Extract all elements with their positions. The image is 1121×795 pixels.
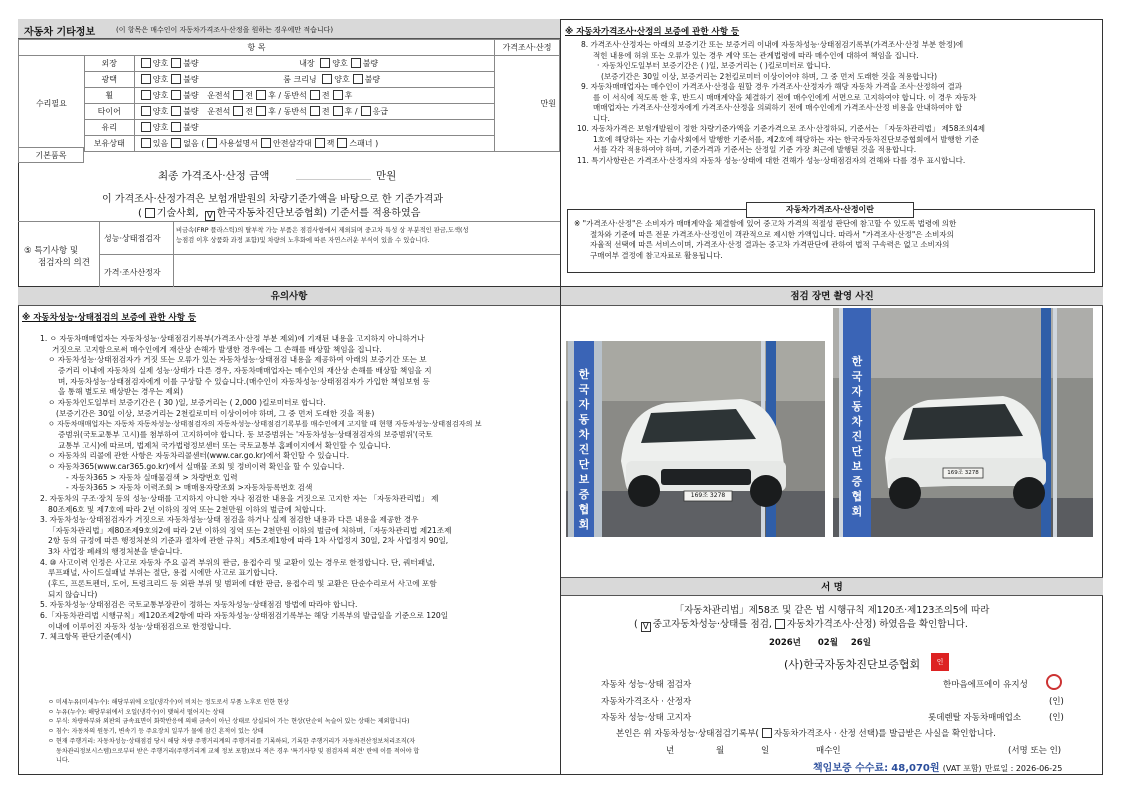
price-notice-lines bbox=[567, 40, 1099, 166]
label-good: 양호 bbox=[152, 75, 169, 84]
have-checkbox[interactable] bbox=[141, 138, 151, 148]
notice-line: · 자동차인도일부터 보증기간은 ( )일, 보증거리는 ( )킬로미터로 합니다. bbox=[597, 61, 831, 70]
inspection-photo-1-svg bbox=[566, 341, 825, 537]
signature-statement-2 bbox=[634, 616, 968, 632]
row-tire: 타이어 bbox=[84, 104, 134, 120]
label-rear-passenger: 후 / 동반석 bbox=[268, 107, 307, 116]
tire-front-checkbox[interactable] bbox=[233, 106, 243, 116]
role-price-mark: (인) bbox=[1049, 697, 1064, 707]
date-year-unit: 년 bbox=[792, 638, 801, 648]
caution-line: 4. ⑩ 사고이력 인정은 사고로 자동차 주요 골격 부위의 판금, 용접수리 및 교환이 있는 경우로 한정합니다. 단, 쿼터패널, bbox=[40, 557, 435, 567]
gloss-bad-checkbox[interactable] bbox=[171, 74, 181, 84]
paren: ( bbox=[138, 208, 142, 219]
label-assoc: 한국자동차진단보증협회) 기준서를 적용하였음 bbox=[216, 208, 421, 219]
association-banner-1: 한국자동차진단보증협회 bbox=[578, 368, 590, 531]
label-front: 전 bbox=[321, 91, 330, 100]
label-good: 양호 bbox=[152, 91, 169, 100]
caution-line: 80조제6호 및 제7호에 따라 2년 이하의 징역 또는 2천만원 이하의 벌금에 처합니다. bbox=[48, 504, 327, 514]
caution-line: 2. 자동차의 구조·장치 등의 성능·상태를 고지하지 아니한 자나 점검한 내용을 거짓으로 고지한 자는 「자동차관리법」 제 bbox=[40, 493, 439, 503]
label-bad: 불량 bbox=[364, 75, 381, 84]
caution-line: 을 통해 별도로 배상받는 경우는 제외) bbox=[58, 387, 184, 397]
role-price-label: 자동차가격조사 · 산정자 bbox=[601, 697, 692, 707]
final-price-unit: 만원 bbox=[376, 170, 397, 182]
date-month-unit: 월 bbox=[829, 638, 838, 648]
plate-2: 169조 3278 bbox=[947, 470, 979, 476]
gloss-options bbox=[134, 72, 494, 88]
other-info-section bbox=[18, 19, 560, 286]
special-divider2 bbox=[173, 222, 174, 287]
caution-line: - 자동차365 > 자동차 실매물검색 > 차량번호 입력 bbox=[66, 472, 238, 482]
label-bad: 불량 bbox=[183, 91, 199, 100]
manual-checkbox[interactable] bbox=[207, 138, 217, 148]
label-driver: 운전석 bbox=[207, 91, 231, 100]
tire-rear-checkbox[interactable] bbox=[256, 106, 266, 116]
inspection-photo-2 bbox=[833, 308, 1093, 537]
notice-line: 적힌 내용에 허위 또는 오류가 있는 경우 계약 또는 관계법령에 따라 매수인에 대하여 책임을 집니다. bbox=[593, 50, 919, 60]
label-bad: 불량 bbox=[362, 59, 379, 68]
caution-line: 증거리 이내에 자동차의 실제 성능·상태가 다른 경우, 자동차매매업자는 매수인의 재산상 손해를 배상할 책임을 지 bbox=[58, 365, 432, 375]
row-room-clean: 룸 크리닝 bbox=[283, 75, 317, 84]
role-inspector-name: 한마음에프에이 유지성 bbox=[943, 680, 1028, 690]
signature-header: 서 명 bbox=[561, 577, 1103, 596]
caution-line: 3차 사업장 폐쇄의 행정처분을 받습니다. bbox=[48, 547, 183, 557]
label-none: 없음 bbox=[183, 139, 199, 148]
tire-pfront-checkbox[interactable] bbox=[310, 106, 320, 116]
definition-line: ※ "가격조사·산정"은 소비자가 매매계약을 체결함에 있어 중고차 가격의 적절성 판단에 참고할 수 있도록 법령에 의한 bbox=[574, 219, 957, 228]
sign-month: 월 bbox=[716, 746, 725, 756]
glass-options bbox=[134, 120, 494, 136]
tire-bad-checkbox[interactable] bbox=[171, 106, 181, 116]
row-possession: 보유상태 bbox=[84, 136, 134, 152]
caution-line: 7. 체크항목 판단기준(예시) bbox=[40, 632, 132, 642]
label-manual: 사용설명서 bbox=[219, 139, 258, 148]
notice-line: (보증기간은 30일 이상, 보증거리는 2천킬로미터 이상이어야 하며, 그 중 먼저 도래한 것을 적용합니다) bbox=[601, 71, 938, 81]
buyer-sign: (서명 또는 인) bbox=[1008, 746, 1062, 756]
tire-prear-checkbox[interactable] bbox=[333, 106, 343, 116]
signature-statement-1: 「자동차관리법」제58조 및 같은 법 시행규칙 제120조·제123조의5에 따라 bbox=[674, 605, 990, 616]
interior-bad-checkbox[interactable] bbox=[351, 58, 361, 68]
price-definition-title: 자동차가격조사·산정이란 bbox=[746, 202, 914, 218]
basis-line2 bbox=[138, 204, 420, 221]
possession-options bbox=[134, 136, 494, 152]
caution-line: 거짓으로 고지함으로써 매수인에게 재산상 손해가 발생한 경우에는 그 손해를 배상할 책임을 집니다. bbox=[52, 344, 382, 354]
date-day: 26 bbox=[850, 638, 863, 648]
caution-line: 교통부 고시)에 따르며, 법제처 국가법령정보센터 또는 국토교통부 홈페이지에서 확인할 수 있습니다. bbox=[58, 440, 391, 450]
inspector-stamp bbox=[1046, 674, 1062, 690]
caution-line: ㅇ 자동차365(www.car365.go.kr)에서 실매물 조회 및 정비이력 확인을 할 수 있습니다. bbox=[48, 461, 345, 471]
jack-checkbox[interactable] bbox=[315, 138, 325, 148]
sign-year: 년 bbox=[666, 746, 675, 756]
spanner-checkbox[interactable] bbox=[337, 138, 347, 148]
special-section bbox=[18, 221, 560, 286]
basis-line1: 이 가격조사·산정가격은 보험개발원의 차량기준가액을 바탕으로 한 기준가격과 bbox=[102, 194, 444, 205]
receipt-statement bbox=[616, 727, 996, 739]
label-front: 전 bbox=[245, 107, 254, 116]
row-exterior: 외장 bbox=[84, 56, 134, 72]
tire-good-checkbox[interactable] bbox=[141, 106, 151, 116]
wheel-rear-checkbox[interactable] bbox=[256, 90, 266, 100]
notice-line: 9. 자동차매매업자는 매수인이 가격조사·산정을 원할 경우 가격조사·산정자가 해당 자동차 가격을 조사·산정하여 결과 bbox=[581, 82, 963, 91]
price-notice-title: ※ 자동차가격조사·산정의 보증에 관한 사항 등 bbox=[565, 27, 740, 37]
caution-line: 이내에 이루어진 자동차 성능·상태점검으로 한정합니다. bbox=[48, 621, 232, 631]
triangle-checkbox[interactable] bbox=[261, 138, 271, 148]
caution-line: 5. 자동차성능·상태점검은 국토교통부장관이 정하는 자동차성능·상태점검 방법에 따라야 합니다. bbox=[40, 600, 358, 610]
cautions-header: 유의사항 bbox=[18, 287, 560, 306]
gloss-good-checkbox[interactable] bbox=[141, 74, 151, 84]
row-gloss: 광택 bbox=[84, 72, 134, 88]
other-info-table bbox=[18, 39, 560, 152]
association-banner-2: 한국자동차진단보증협회 bbox=[851, 355, 863, 518]
final-price-field[interactable] bbox=[296, 164, 371, 180]
label-bad: 불량 bbox=[183, 107, 199, 116]
exterior-good-checkbox[interactable] bbox=[141, 58, 151, 68]
row-interior: 내장 bbox=[299, 59, 315, 68]
definition-line: 절차와 기준에 따른 전문 가격조사·산정인이 객관적으로 제시한 가액입니다. 따라서 "가격조사·산정"은 소비자의 bbox=[590, 229, 954, 239]
basic-label: 기본품목 bbox=[18, 147, 84, 163]
paren: ( bbox=[201, 139, 205, 148]
notice-line: 매매업자는 가격조사·산정자에게 가격조사·산정을 의뢰하기 전에 매수인에게 가격조사·산정 비용을 안내하여야 합 bbox=[593, 103, 963, 112]
criteria-list bbox=[48, 698, 558, 766]
label-have: 있음 bbox=[152, 139, 169, 148]
cautions-list bbox=[40, 334, 556, 643]
caution-line: ㅇ 자동차성능·상태점검자가 거짓 또는 오류가 있는 자동차성능·상태점검 내용을 제공하여 아래의 보증기간 또는 보 bbox=[48, 355, 427, 365]
criteria-line: ㅇ 미세누유(미세누수): 해당부위에 오일(냉각수)이 비치는 정도로서 부품 노후로 인한 현상 bbox=[48, 699, 289, 706]
signature-date bbox=[769, 636, 871, 648]
caution-line: 3. 자동차성능·상태점검자가 거짓으로 자동차성능·상태 점검을 하거나 실제 점검한 내용과 다른 내용을 제공한 경우 bbox=[40, 515, 419, 525]
fee-label: 책임보증 수수료: bbox=[813, 763, 889, 774]
label-bad: 불량 bbox=[183, 123, 199, 132]
notice-line: 니다. bbox=[593, 113, 610, 123]
signature-section bbox=[561, 577, 1103, 775]
date-day-unit: 일 bbox=[862, 638, 871, 648]
buyer-label: 매수인 bbox=[816, 746, 841, 756]
criteria-line: ㅇ 부식: 차량하부와 외판의 금속표면이 화학반응에 의해 금속이 아닌 상태로 상실되어 가는 현상(단순히 녹슬어 있는 상태는 제외합니다) bbox=[48, 718, 410, 726]
room-good-checkbox[interactable] bbox=[322, 74, 332, 84]
role-notifier-label: 자동차 성능·상태 고지자 bbox=[601, 713, 692, 723]
label-rear-passenger: 후 / 동반석 bbox=[268, 91, 307, 100]
label-emergency: 응급 bbox=[372, 107, 388, 116]
repair-price: 만원 bbox=[495, 56, 560, 152]
row-wheel: 휠 bbox=[84, 88, 134, 104]
glass-good-checkbox[interactable] bbox=[141, 122, 151, 132]
criteria-line: 니다. bbox=[56, 757, 70, 765]
caution-line: (후드, 프론트펜더, 도어, 트렁크리드 등 외판 부위 및 범퍼에 대한 판금, 용접수리 및 교환은 단순수리로서 사고에 포함 bbox=[48, 579, 437, 589]
label-driver: 운전석 bbox=[207, 107, 231, 116]
definition-line: 자율적 선택에 따른 서비스이며, 가격조사·산정 결과는 중고차 가격판단에 관하여 법적 구속력은 없고 소비자의 bbox=[590, 240, 950, 249]
expiry-date: 만료일 : 2026-06-25 bbox=[984, 764, 1063, 773]
notice-line: 를 이 서식에 적도록 한 후, 반드시 매매계약을 체결하기 전에 매수인에게 서면으로 고지하여야 합니다. 이 경우 자동차 bbox=[593, 92, 977, 102]
caution-line: 6.「자동차관리법 시행규칙」제120조제2항에 따라 자동차성능·상태점검기록부는 해당 기록부의 발급일을 기준으로 120일 bbox=[40, 611, 449, 621]
label-rear: 후 / bbox=[344, 107, 358, 116]
final-price-label: 최종 가격조사·산정 금액 bbox=[158, 170, 270, 182]
special-label-1: ⑤ 특기사항 및 bbox=[24, 246, 79, 256]
price-checkbox[interactable] bbox=[775, 619, 785, 629]
caution-line: 2항 등의 규정에 따른 행정처분의 기준과 절차에 관한 규칙」제5조제1항에 따라 1차 사업정지 30일, 2차 사업정지 90일, bbox=[48, 536, 449, 546]
statement-a: 중고자동차성능·상태를 점검, bbox=[652, 619, 772, 630]
tire-emergency-checkbox[interactable] bbox=[361, 106, 371, 116]
caution-line: 며, 자동차성능·상태점검자에게 이를 구상할 수 있습니다.(매수인이 자동차성능·상태점검자가 가입한 책임보험 등 bbox=[58, 376, 430, 386]
caution-line: 「자동차관리법」제80조제9호의2에 따라 2년 이하의 징역 또는 2천만원 이하의 벌금에 처하며,「자동차관리법 제21조제 bbox=[48, 525, 452, 535]
inspection-photo-1 bbox=[566, 341, 825, 537]
row-glass: 유리 bbox=[84, 120, 134, 136]
label-good: 양호 bbox=[334, 75, 350, 84]
wheel-options bbox=[134, 88, 494, 104]
wheel-pfront-checkbox[interactable] bbox=[310, 90, 320, 100]
repair-label: 수리필요 bbox=[19, 56, 85, 152]
price-definition-text bbox=[574, 219, 1090, 261]
association-name: (사)한국자동차진단보증협회 bbox=[784, 658, 921, 671]
fee-value: 48,070원 bbox=[891, 763, 940, 774]
criteria-line: ㅇ 현재 주행거리: 자동차성능·상태점검 당시 해당 차량 주행거리계의 주행거리를 기록하되, 기록한 주행거리가 자동차전산정보처리조직(자 bbox=[48, 737, 416, 745]
photos-section bbox=[561, 287, 1103, 577]
role-notifier-mark: (인) bbox=[1049, 713, 1064, 723]
price-definition-box bbox=[567, 209, 1095, 273]
room-bad-checkbox[interactable] bbox=[353, 74, 363, 84]
caution-line: 되지 않습니다) bbox=[48, 589, 98, 599]
wheel-good-checkbox[interactable] bbox=[141, 90, 151, 100]
other-info-titlebar bbox=[18, 19, 560, 39]
fee-vat: (VAT 포함) bbox=[942, 764, 982, 773]
receipt-price-checkbox[interactable] bbox=[762, 728, 772, 738]
wheel-bad-checkbox[interactable] bbox=[171, 90, 181, 100]
date-year: 2026 bbox=[769, 638, 793, 648]
fee-line bbox=[813, 759, 1062, 774]
plate-1: 169조 3278 bbox=[690, 492, 726, 499]
price-inspector-label: 가격·조사산정자 bbox=[104, 268, 161, 277]
cautions-section bbox=[18, 287, 560, 775]
photos-header: 점검 장면 촬영 사진 bbox=[561, 287, 1103, 306]
wheel-front-checkbox[interactable] bbox=[233, 90, 243, 100]
label-jack: 잭 bbox=[326, 139, 335, 148]
definition-line: 구매여부 결정에 참고자료로 활용됩니다. bbox=[590, 250, 723, 260]
label-tech: 기술사회, bbox=[156, 208, 199, 219]
label-good: 양호 bbox=[152, 123, 169, 132]
caution-line: 1. ㅇ 자동차매매업자는 자동차성능·상태점검기록부(가격조사·산정 부분 제외)에 기재된 내용을 고지하지 아니하거나 bbox=[40, 334, 425, 343]
criteria-line: ㅇ 침수: 자동차의 원동기, 변속기 등 주요장치 일부가 물에 잠긴 흔적이 있는 상태 bbox=[48, 728, 264, 736]
glass-bad-checkbox[interactable] bbox=[171, 122, 181, 132]
other-info-note: (이 항목은 매수인이 자동차가격조사·산정을 원하는 경우에만 적습니다) bbox=[116, 26, 334, 34]
notice-line: 11. 특기사항란은 가격조사·산정자의 자동차 성능·상태에 대한 견해가 성능·상태점검자의 견해와 다를 경우 표시합니다. bbox=[577, 155, 966, 165]
perf-inspector-label: 성능·상태점검자 bbox=[104, 234, 161, 243]
caution-line: ㅇ 자동차인도일부터 보증기간은 ( 30 )일, 보증거리는 ( 2,000 )킬로미터로 합니다. bbox=[48, 397, 326, 407]
tire-options bbox=[134, 104, 494, 120]
interior-good-checkbox[interactable] bbox=[320, 58, 330, 68]
label-front: 전 bbox=[245, 91, 254, 100]
wheel-prear-checkbox[interactable] bbox=[333, 90, 343, 100]
caution-line: ㅇ 자동차의 리콜에 관한 사항은 자동차리콜센터(www.car.go.kr)에서 확인할 수 있습니다. bbox=[48, 451, 349, 461]
label-front: 전 bbox=[321, 107, 330, 116]
statement-b: 자동차가격조사·산정) 하였음을 확인합니다. bbox=[786, 619, 968, 630]
role-notifier-name: 롯데렌탈 자동차매매업소 bbox=[928, 713, 1022, 723]
role-inspector-label: 자동차 성능·상태 점검자 bbox=[601, 680, 692, 690]
caution-line: 루프패널, 사이드실패널 부위는 절단, 용접 시에만 사고로 표기합니다. bbox=[48, 568, 278, 578]
price-notice-section bbox=[561, 19, 1103, 286]
none-checkbox[interactable] bbox=[171, 138, 181, 148]
criteria-line: 동차관리정보시스템)으로부터 받은 주행거리(주행거리계 교체 정보 포함)보다 적은 경우 '특기사항 및 점검자의 의견' 란에 이를 적어야 합 bbox=[56, 747, 420, 755]
perf-note-2: 능점검 이후 상품화 과정 포함)및 차량의 노후화에 따른 자연스러운 부식이 있을 수 있습니다. bbox=[176, 237, 430, 244]
label-bad: 불량 bbox=[183, 75, 199, 84]
label-triangle: 안전삼각대 bbox=[272, 139, 312, 148]
label-good: 양호 bbox=[152, 107, 169, 116]
date-month: 02 bbox=[817, 638, 830, 648]
label-bad: 불량 bbox=[183, 59, 199, 68]
special-label-2: 점검자의 의견 bbox=[38, 258, 90, 268]
exterior-bad-checkbox[interactable] bbox=[171, 58, 181, 68]
header-price: 가격조사·산정 bbox=[495, 40, 560, 56]
paren: ( bbox=[634, 619, 638, 630]
receipt-b: 자동차가격조사 · 산정 선택)를 발급받은 사실을 확인합니다. bbox=[773, 729, 996, 739]
notice-line: 서를 각각 적용하여야 하며, 기준가격과 기준서는 산정일 기준 가장 최근에 발행된 것을 적용합니다. bbox=[593, 145, 917, 154]
notice-line: 8. 가격조사·산정자는 아래의 보증기간 또는 보증거리 이내에 자동차성능·상태점검기록부(가격조사·산정 부분 한정)에 bbox=[581, 40, 964, 49]
header-item: 항 목 bbox=[19, 40, 495, 56]
inspection-photo-2-svg bbox=[833, 308, 1093, 537]
label-rear: 후 bbox=[344, 91, 353, 100]
special-hline bbox=[99, 254, 560, 255]
criteria-line: ㅇ 누유(누수): 해당부위에서 오일(냉각수)이 맺혀서 떨어지는 상태 bbox=[48, 708, 225, 716]
sign-day: 일 bbox=[761, 746, 770, 756]
caution-line: 증범위(국토교통부 고시)를 첨부하여 고지하여야 합니다. 동 보증범위는 '자동차성능·상태점검자의 보증범위'(국토 bbox=[58, 429, 433, 439]
notice-line: 1호에 해당하는 자는 기술사회에서 발행한 기준서를, 제2호에 해당하는 자는 한국자동차진단보증협회에서 발행한 기준 bbox=[593, 134, 979, 144]
notice-line: 10. 자동차가격은 보험개발원이 정한 차량기준가액을 기준가격으로 조사·산정하되, 기준서는 「자동차관리법」 제58조의4제 bbox=[577, 124, 985, 133]
inspection-checkbox[interactable]: V bbox=[641, 622, 651, 632]
label-good: 양호 bbox=[332, 59, 348, 68]
other-info-title: 자동차 기타정보 bbox=[24, 27, 96, 38]
perf-note-1: 비금속(FRP 플라스틱)의 탈부착 가능 부품은 점검사항에서 제외되며 중고차 특성 상 부분적인 판금,도색(성 bbox=[176, 227, 469, 234]
label-good: 양호 bbox=[152, 59, 169, 68]
caution-line: (보증기간은 30일 이상, 보증거리는 2천킬로미터 이상이어야 하며, 그 중 먼저 도래한 것을 적용) bbox=[56, 408, 375, 418]
receipt-a: 본인은 위 자동차성능·상태점검기록부( bbox=[616, 729, 759, 739]
caution-line: - 자동차365 > 자동차 이력조회 > 매매용자량조회 >자동차등록번호 검색 bbox=[66, 483, 313, 493]
assoc-checkbox[interactable]: V bbox=[205, 211, 215, 221]
caution-line: ㅇ 자동차매매업자는 자동차 자동차성능·상태점검자의 자동차성능·상태점검기록부를 매수인에게 고지할 때 현행 자동차성능·상태점검자의 보 bbox=[48, 419, 482, 429]
association-seal: 인 bbox=[931, 653, 949, 671]
tech-society-checkbox[interactable] bbox=[145, 208, 155, 218]
label-spanner: 스패너 ) bbox=[349, 139, 379, 148]
cautions-title: ※ 자동차성능·상태점검의 보증에 관한 사항 등 bbox=[22, 313, 197, 323]
exterior-options bbox=[134, 56, 494, 72]
